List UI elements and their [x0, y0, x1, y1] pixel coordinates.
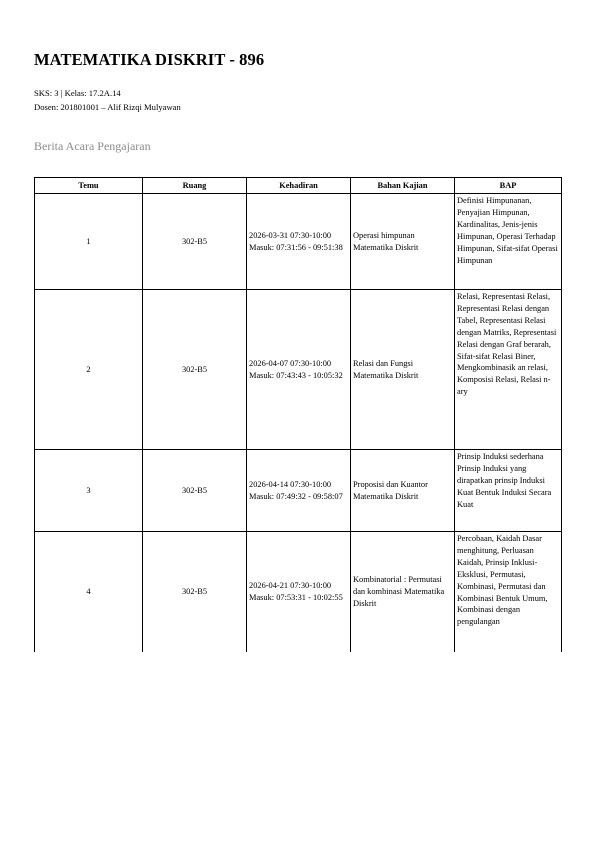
- header-kehadiran: Kehadiran: [247, 178, 351, 194]
- bap-table: [34, 177, 562, 652]
- cell-bap: Definisi Himpunanan, Penyajian Himpunan, Kardinalitas, Jenis-jenis Himpunan, Operasi Terhadap Himpunan, Sifat-sifat Operasi Himpunan: [455, 194, 562, 290]
- cell-ruang: 302-B5: [143, 290, 247, 450]
- cell-temu: 4: [35, 532, 143, 652]
- cell-temu: 3: [35, 450, 143, 532]
- cell-ruang: 302-B5: [143, 194, 247, 290]
- table-row: [35, 450, 562, 532]
- cell-kehadiran: [247, 290, 351, 450]
- cell-temu: 2: [35, 290, 143, 450]
- course-title: MATEMATIKA DISKRIT - 896: [34, 50, 265, 69]
- jadwal-text: 2026-03-31 07:30-10:00: [249, 230, 332, 240]
- header-bap: BAP: [455, 178, 562, 194]
- cell-bap: Relasi, Representasi Relasi, Representasi Relasi dengan Tabel, Representasi Relasi dengan Matriks, Representasi Relasi dengan Graf berarah, Sifat-sifat Relasi Biner, Mengkombinasik an relasi, Komposisi Relasi, Relasi n-ary: [455, 290, 562, 450]
- cell-bap: Percobaan, Kaidah Dasar menghitung, Perluasan Kaidah, Prinsip Inklusi-Eksklusi, Permutasi, Kombinasi, Permutasi dan Kombinasi Bentuk Umum, Kombinasi dengan pengulangan: [455, 532, 562, 652]
- masuk-text: Masuk: 07:43:43 - 10:05:32: [249, 370, 343, 380]
- cell-kehadiran: [247, 532, 351, 652]
- masuk-text: Masuk: 07:53:31 - 10:02:55: [249, 592, 343, 602]
- jadwal-text: 2026-04-07 07:30-10:00: [249, 358, 332, 368]
- cell-kehadiran: [247, 194, 351, 290]
- cell-bahan-kajian: Relasi dan Fungsi Matematika Diskrit: [351, 290, 455, 450]
- cell-bahan-kajian: Proposisi dan Kuantor Matematika Diskrit: [351, 450, 455, 532]
- section-title: Berita Acara Pengajaran: [34, 139, 151, 153]
- header-ruang: Ruang: [143, 178, 247, 194]
- header-bahan-kajian: Bahan Kajian: [351, 178, 455, 194]
- cell-bahan-kajian: Kombinatorial : Permutasi dan kombinasi Matematika Diskrit: [351, 532, 455, 652]
- cell-temu: 1: [35, 194, 143, 290]
- cell-ruang: 302-B5: [143, 450, 247, 532]
- jadwal-text: 2026-04-14 07:30-10:00: [249, 479, 332, 489]
- header-temu: Temu: [35, 178, 143, 194]
- jadwal-text: 2026-04-21 07:30-10:00: [249, 580, 332, 590]
- cell-kehadiran: [247, 450, 351, 532]
- table-row: [35, 290, 562, 450]
- cell-bahan-kajian: Operasi himpunan Matematika Diskrit: [351, 194, 455, 290]
- masuk-text: Masuk: 07:31:56 - 09:51:38: [249, 242, 343, 252]
- cell-bap: Prinsip Induksi sederhana Prinsip Induksi yang dirapatkan prinsip Induksi Kuat Bentuk Induksi Secara Kuat: [455, 450, 562, 532]
- sks-kelas-info: SKS: 3 | Kelas: 17.2A.14: [34, 88, 121, 98]
- table-row: [35, 194, 562, 290]
- masuk-text: Masuk: 07:49:32 - 09:58:07: [249, 491, 343, 501]
- cell-ruang: 302-B5: [143, 532, 247, 652]
- table-row: [35, 532, 562, 652]
- table-header-row: [35, 178, 562, 194]
- dosen-info: Dosen: 201801001 – Alif Rizqi Mulyawan: [34, 102, 181, 112]
